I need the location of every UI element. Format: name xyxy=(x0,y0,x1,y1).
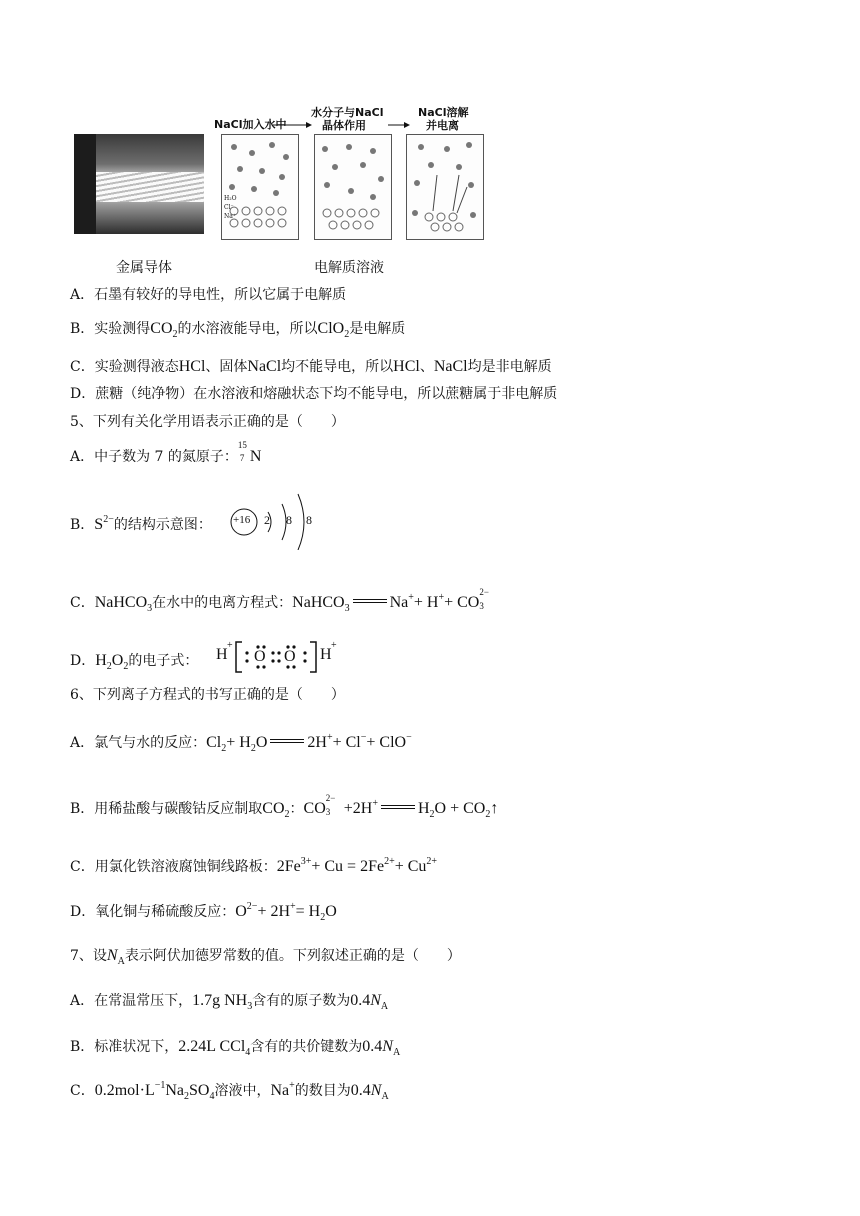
q5-option-a: A．中子数为 7 的氮原子： 15 7 N xyxy=(70,440,262,465)
q5-option-d: D．$H_2O_2$的电子式： xyxy=(70,652,199,672)
fig-label-1: NaCl加入水中 xyxy=(214,118,287,131)
panel-water-interaction xyxy=(314,134,392,240)
arrow-icon xyxy=(272,120,312,130)
fig-label-3b: 并电离 xyxy=(426,119,459,132)
panel-dissolve-ionize xyxy=(406,134,484,240)
inner-label-na: Na⁺ xyxy=(224,213,236,220)
q6-option-b: B．用稀盐酸与碳酸钴反应制取$CO_2$：CO 2− 3 +2H+ $H_2O$ + $CO_2↑$ xyxy=(70,793,499,820)
q4-option-b: B．实验测得$CO_2$的水溶液能导电，所以ClO$_2$是电解质 xyxy=(70,320,406,340)
caption-metal-conductor: 金属导体 xyxy=(116,260,172,276)
q7-option-a: A．在常温常压下，1.7g $NH_3$含有的原子数为$0.4N_A$ xyxy=(70,992,389,1012)
panel-nacl-in-water xyxy=(221,134,299,240)
q6-option-a: A．氯气与水的反应：$Cl_2+ H_2O$ 2H++ Cl−+ ClO− xyxy=(70,732,412,754)
ion-dissociation-diagram xyxy=(407,135,483,239)
water-molecules-diagram xyxy=(315,135,391,239)
q6-option-d: D．氧化铜与稀硫酸反应：$O^{2-}+ 2H^+= H_2O$ xyxy=(70,901,337,923)
fig-label-3a: NaCl溶解 xyxy=(418,106,469,119)
q4-option-d: D．蔗糖（纯净物）在水溶液和熔融状态下均不能导电，所以蔗糖属于非电解质 xyxy=(70,386,558,402)
arrow-icon xyxy=(388,120,410,130)
q4-option-a: A．石墨有较好的导电性，所以它属于电解质 xyxy=(70,287,347,303)
sulfide-ion-structure-diagram: +16 2 8 8 xyxy=(228,508,324,538)
q7-stem: 7、设$N_A$表示阿伏加德罗常数的值。下列叙述正确的是（ ） xyxy=(70,947,461,967)
q6-stem: 6、下列离子方程式的书写正确的是（ ） xyxy=(70,687,345,703)
fig-label-2a: 水分子与NaCl xyxy=(311,106,384,119)
q7-option-b: B．标准状况下，2.24L CCl$_4$含有的共价键数为$0.4N_A$ xyxy=(70,1038,401,1058)
q5-option-c: C．NaHCO$_3$在水中的电离方程式：NaHCO$_3$ Na++ H++ CO 2− 3 xyxy=(70,587,489,614)
q7-option-c: C．$0.2mol\cdot L^{-1}Na_2SO_4$溶液中，Na+的数目为$0.4N_A$ xyxy=(70,1080,389,1102)
q5-stem: 5、下列有关化学用语表示正确的是（ ） xyxy=(70,414,345,430)
caption-electrolyte-solution: 电解质溶液 xyxy=(314,260,384,276)
q6-option-c: C．用氯化铁溶液腐蚀铜线路板：$2Fe^{3+}+ Cu = 2Fe^{2+}+ Cu^{2+}$ xyxy=(70,856,438,875)
water-molecules-diagram xyxy=(222,135,298,239)
inner-label-h2o: H₂O xyxy=(224,195,237,202)
inner-label-cl: Cl⁻ xyxy=(224,204,234,211)
fig-label-2b: 晶体作用 xyxy=(322,119,366,132)
q5-option-b: B．$S^{2-}$的结构示意图： xyxy=(70,514,212,533)
metal-conductor-photo xyxy=(74,134,204,234)
q4-option-c: C．实验测得液态HCl、固体NaCl均不能导电，所以HCl、NaCl均是非电解质 xyxy=(70,358,552,375)
